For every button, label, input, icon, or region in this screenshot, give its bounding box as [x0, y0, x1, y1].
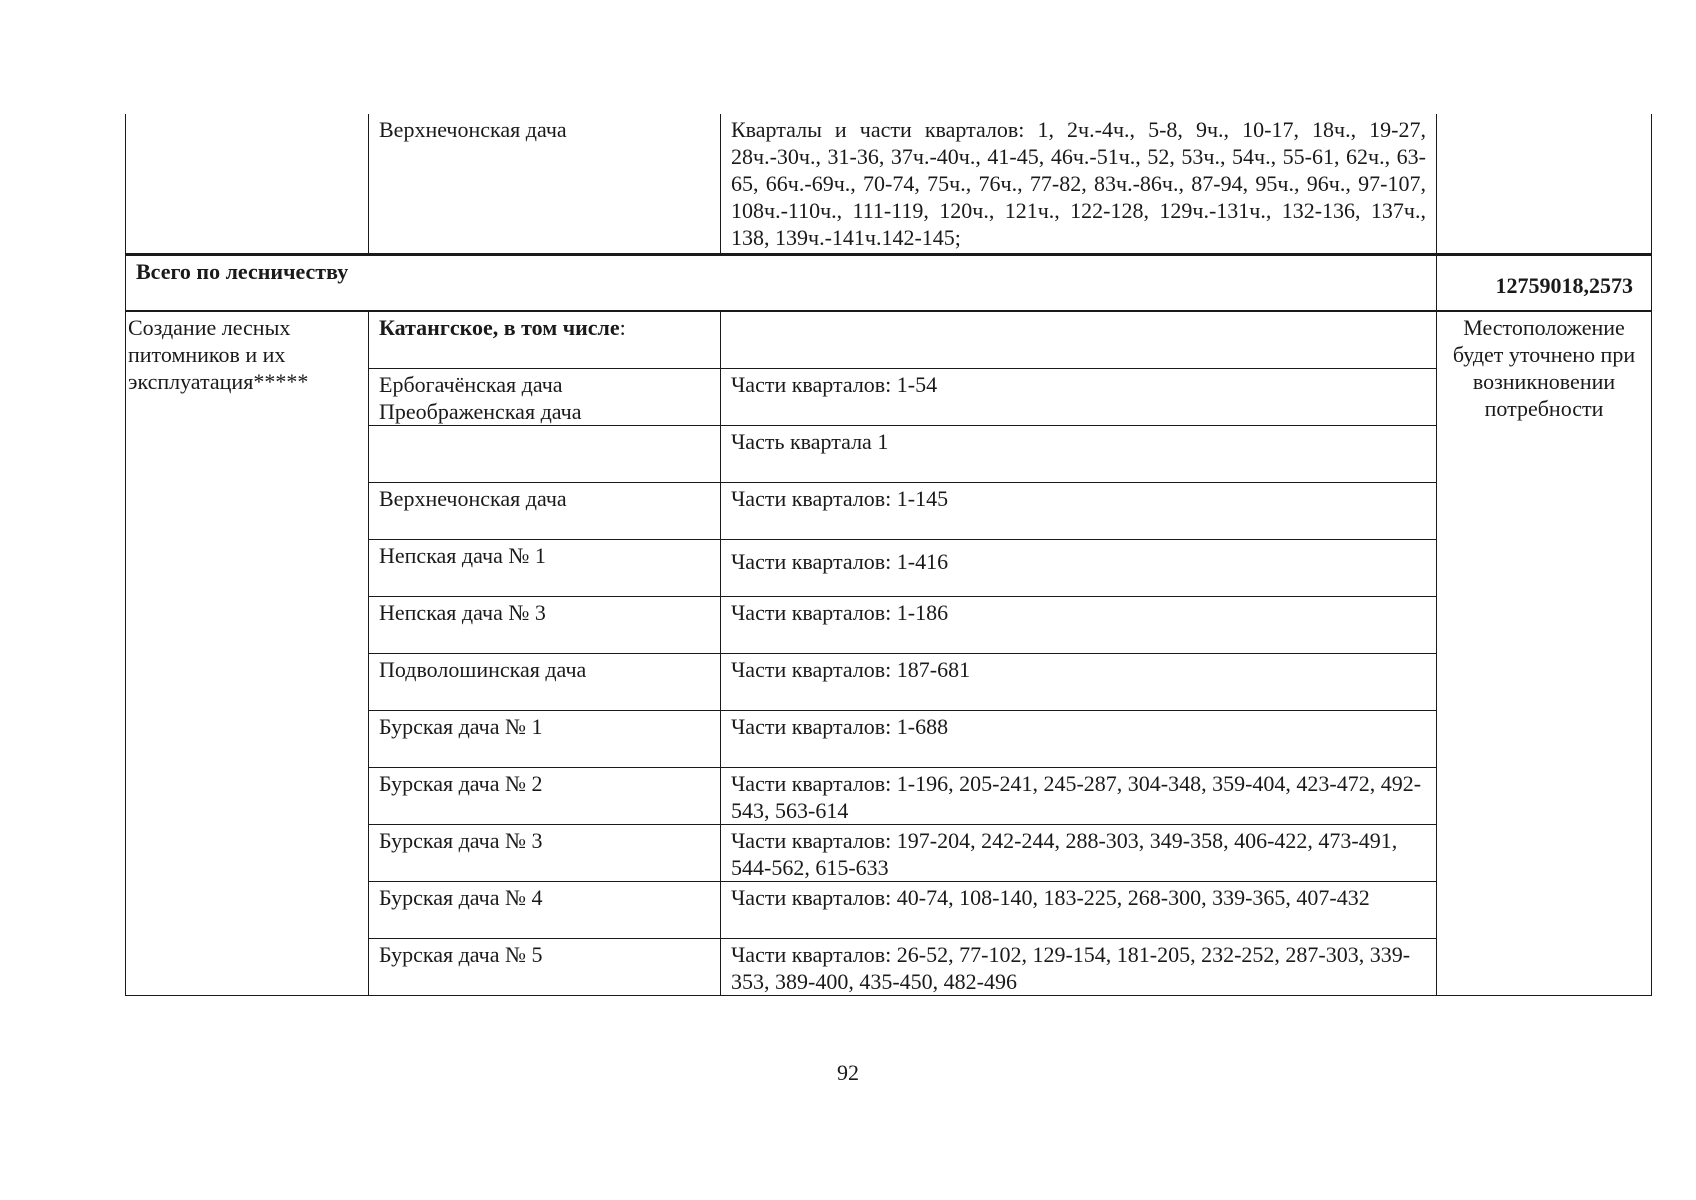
forest-dacha-name: Бурская дача № 3 — [369, 824, 721, 881]
quarters-list: Части кварталов: 187-681 — [721, 653, 1437, 710]
quarters-list: Части кварталов: 1-54 — [721, 368, 1437, 425]
quarters-list: Части кварталов: 40-74, 108-140, 183-225, 268-300, 339-365, 407-432 — [721, 881, 1437, 938]
forest-dacha-name: Верхнечонская дача — [369, 114, 721, 254]
continuation-row — [126, 114, 1652, 254]
quarters-list: Части кварталов: 1-145 — [721, 482, 1437, 539]
forestry-table — [125, 114, 1652, 996]
page-number: 92 — [837, 1060, 859, 1085]
forestry-heading — [369, 311, 721, 368]
location-note: Местоположение будет уточнено при возникновении потребности — [1437, 311, 1652, 995]
forest-dacha-name — [369, 425, 721, 482]
purpose-cell: Создание лесных питомников и их эксплуатация***** — [126, 311, 369, 995]
forest-dacha-name: Ербогачёнская дача Преображенская дача — [369, 368, 721, 425]
forest-dacha-name: Бурская дача № 5 — [369, 938, 721, 995]
forestry-heading-bold: Катангское, в том числе — [379, 315, 620, 340]
forestry-heading-row — [126, 311, 1652, 368]
quarters-empty — [721, 311, 1437, 368]
total-label: Всего по лесничеству — [126, 254, 1437, 311]
quarters-list: Кварталы и части кварталов: 1, 2ч.-4ч., 5-8, 9ч., 10-17, 18ч., 19-27, 28ч.-30ч., 31-36, 37ч.-40ч., 41-45, 46ч.-51ч., 52, 53ч., 54ч., 55-61, 62ч., 63-65, 66ч.-69ч., 70-74, 75ч., 76ч., 77-82, 83ч.-86ч., 87-94, 95ч., 96ч., 97-107, 108ч.-110ч., 111-119, 120ч., 121ч., 122-128, 129ч.-131ч., 132-136, 137ч., 138, 139ч.-141ч.142-145; — [721, 114, 1437, 254]
forest-dacha-name: Непская дача № 3 — [369, 596, 721, 653]
forest-dacha-name: Бурская дача № 2 — [369, 767, 721, 824]
forest-dacha-name: Бурская дача № 1 — [369, 710, 721, 767]
quarters-list: Части кварталов: 1-416 — [721, 539, 1437, 596]
forestry-heading-colon: : — [619, 315, 626, 340]
note-cell-empty — [1437, 114, 1652, 254]
quarters-list: Части кварталов: 197-204, 242-244, 288-303, 349-358, 406-422, 473-491, 544-562, 615-633 — [721, 824, 1437, 881]
forest-dacha-name: Подволошинская дача — [369, 653, 721, 710]
forest-dacha-name: Непская дача № 1 — [369, 539, 721, 596]
total-value-cell — [1437, 254, 1652, 311]
quarters-list: Части кварталов: 1-196, 205-241, 245-287, 304-348, 359-404, 423-472, 492-543, 563-614 — [721, 767, 1437, 824]
purpose-cell-empty — [126, 114, 369, 254]
total-value: 12759018,2573 — [1495, 272, 1633, 298]
quarters-list: Части кварталов: 26-52, 77-102, 129-154, 181-205, 232-252, 287-303, 339-353, 389-400, 435-450, 482-496 — [721, 938, 1437, 995]
quarters-list: Часть квартала 1 — [721, 425, 1437, 482]
quarters-list: Части кварталов: 1-688 — [721, 710, 1437, 767]
quarters-list: Части кварталов: 1-186 — [721, 596, 1437, 653]
forest-dacha-name: Бурская дача № 4 — [369, 881, 721, 938]
forest-dacha-name: Верхнечонская дача — [369, 482, 721, 539]
total-row — [126, 254, 1652, 311]
